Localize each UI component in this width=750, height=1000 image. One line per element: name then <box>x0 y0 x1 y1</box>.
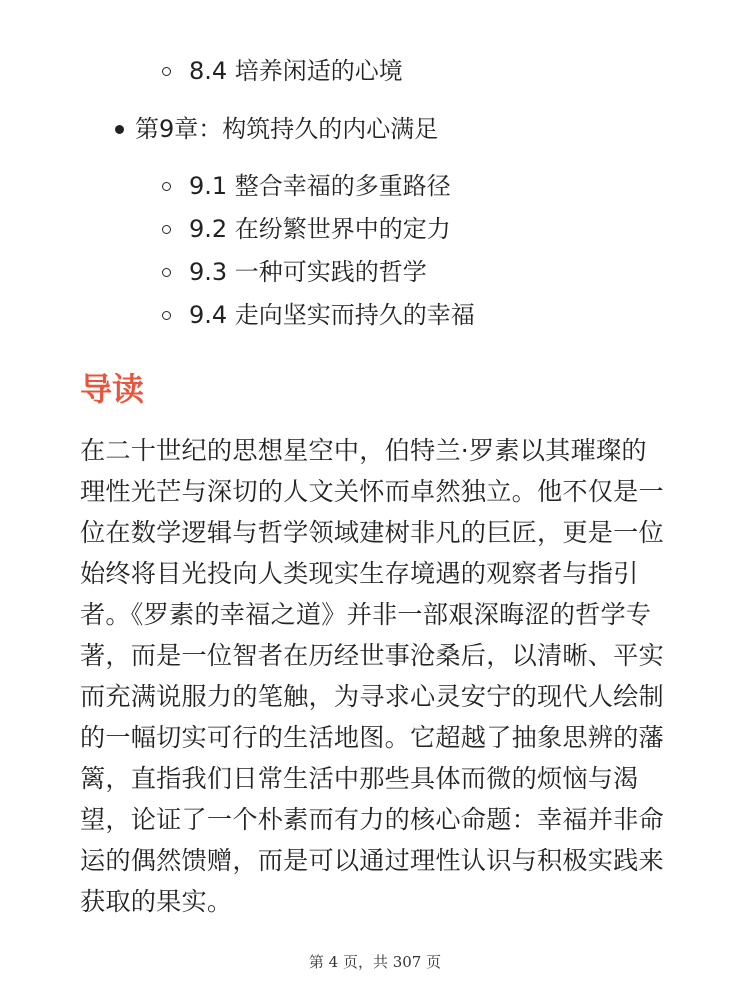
toc-chapter-9[interactable]: 第9章：构筑持久的内心满足 <box>135 115 439 143</box>
hollow-bullet-icon <box>162 311 171 320</box>
toc-item-9-2[interactable]: 9.2 在纷繁世界中的定力 <box>189 215 451 243</box>
toc-item-9-3[interactable]: 9.3 一种可实践的哲学 <box>189 258 427 286</box>
toc-item-8-4[interactable]: 8.4 培养闲适的心境 <box>189 57 403 85</box>
intro-paragraph: 在二十世纪的思想星空中，伯特兰·罗素以其璀璨的理性光芒与深切的人文关怀而卓然独立。他不仅是一位在数学逻辑与哲学领域建树非凡的巨匠，更是一位始终将目光投向人类现实生存境遇的观察者与指引者。《罗素的幸福之道》并非一部艰深晦涩的哲学专著，而是一位智者在历经世事沧桑后，以清晰、平实而充满说服力的笔触，为寻求心灵安宁的现代人绘制的一幅切实可行的生活地图。它超越了抽象思辨的藩篱，直指我们日常生活中那些具体而微的烦恼与渴望，论证了一个朴素而有力的核心命题：幸福并非命运的偶然馈赠，而是可以通过理性认识与积极实践来获取的果实。 <box>80 436 664 916</box>
page-number: 第 4 页，共 307 页 <box>308 953 442 971</box>
hollow-bullet-icon <box>162 225 171 234</box>
filled-bullet-icon <box>115 125 124 134</box>
section-heading: 导读 <box>80 370 145 408</box>
hollow-bullet-icon <box>162 182 171 191</box>
hollow-bullet-icon <box>162 268 171 277</box>
toc-item-9-4[interactable]: 9.4 走向坚实而持久的幸福 <box>189 301 475 329</box>
toc-item-9-1[interactable]: 9.1 整合幸福的多重路径 <box>189 172 451 200</box>
hollow-bullet-icon <box>162 67 171 76</box>
